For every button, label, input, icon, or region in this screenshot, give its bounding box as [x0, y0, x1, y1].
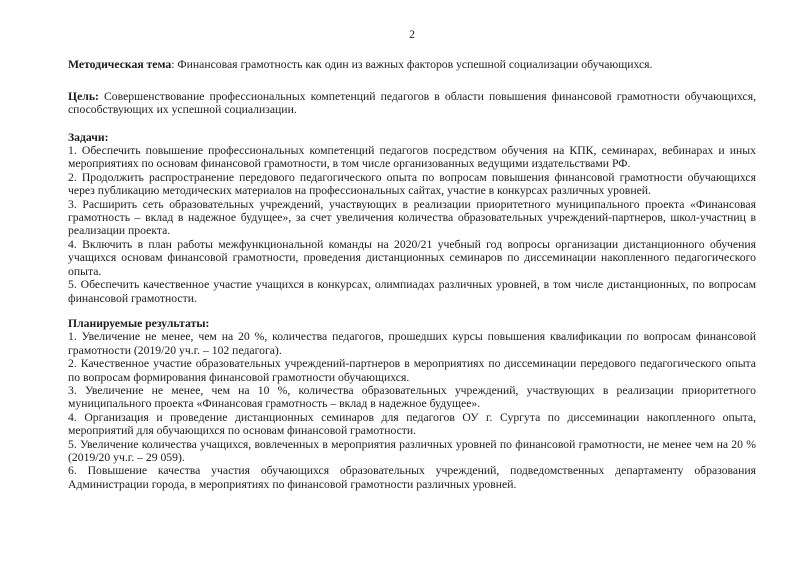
result-item: 1. Увеличение не менее, чем на 20 %, количества педагогов, прошедших курсы повышения квалификации по вопросам финансовой грамотности (2019/20 уч.г. – 102 педагога). — [68, 330, 756, 357]
task-item: 3. Расширить сеть образовательных учреждений, участвующих в реализации приоритетного муниципального проекта «Финансовая грамотность – вклад в надежное будущее», за счет увеличения количества образовательных учреждений-партнеров, школ-участниц в реализации проекта. — [68, 197, 756, 238]
methodical-theme-text: Финансовая грамотность как один из важных факторов успешной социализации обучающихся. — [177, 58, 653, 72]
task-item: 2. Продолжить распространение передового педагогического опыта по вопросам повышения финансовой грамотности обучающихся через публикацию методических материалов на профессиональных сайтах, участие в конкурсах различных уровней. — [68, 170, 756, 198]
methodical-theme-separator: : — [171, 58, 178, 72]
methodical-theme-paragraph — [68, 58, 756, 71]
tasks-heading: Задачи: — [68, 130, 109, 144]
tasks-section — [68, 131, 756, 305]
methodical-theme-label: Методическая тема — [68, 58, 172, 72]
planned-results-section — [68, 317, 756, 491]
goal-paragraph — [68, 90, 756, 117]
result-item: 5. Увеличение количества учащихся, вовлеченных в мероприятия различных уровней по финансовой грамотности, не менее чем на 20 % (2019/20 уч.г. – 29 059). — [68, 437, 756, 464]
task-item: 4. Включить в план работы межфункциональной команды на 2020/21 учебный год вопросы организации дистанционного обучения учащихся основам финансовой грамотности, проведения дистанционных семинаров по диссеминации накопленного педагогического опыта. — [68, 237, 756, 278]
goal-label: Цель: — [68, 89, 99, 103]
goal-text: Совершенствование профессиональных компетенций педагогов в области повышения финансовой грамотности обучающихся, способствующих их успешной социализации. — [68, 89, 757, 117]
result-item: 3. Увеличение не менее, чем на 10 %, количества образовательных учреждений, участвующих в реализации приоритетного муниципального проекта «Финансовая грамотность – вклад в надежное будущее». — [68, 383, 756, 411]
planned-results-heading: Планируемые результаты: — [68, 316, 210, 330]
task-item: 5. Обеспечить качественное участие учащихся в конкурсах, олимпиадах различных уровней, в том числе дистанционных, по вопросам финансовой грамотности. — [68, 278, 756, 305]
result-item: 2. Качественное участие образовательных учреждений-партнеров в мероприятиях по диссеминации передового педагогического опыта по вопросам формирования финансовой грамотности обучающихся. — [68, 357, 756, 384]
result-item: 6. Повышение качества участия обучающихся образовательных учреждений, подведомственных департаменту образования Администрации города, в мероприятиях по финансовой грамотности различных уровней. — [68, 464, 756, 491]
task-item: 1. Обеспечить повышение профессиональных компетенций педагогов посредством обучения на КПК, семинарах, вебинарах и иных мероприятиях по основам финансовой грамотности, в том числе организованных ведущими издательствами РФ. — [68, 144, 756, 171]
result-item: 4. Организация и проведение дистанционных семинаров для педагогов ОУ г. Сургута по диссеминации накопленного опыта, мероприятий для обучающихся по основам финансовой грамотности. — [68, 410, 756, 438]
page-content — [68, 28, 756, 491]
page-number: 2 — [409, 28, 415, 41]
